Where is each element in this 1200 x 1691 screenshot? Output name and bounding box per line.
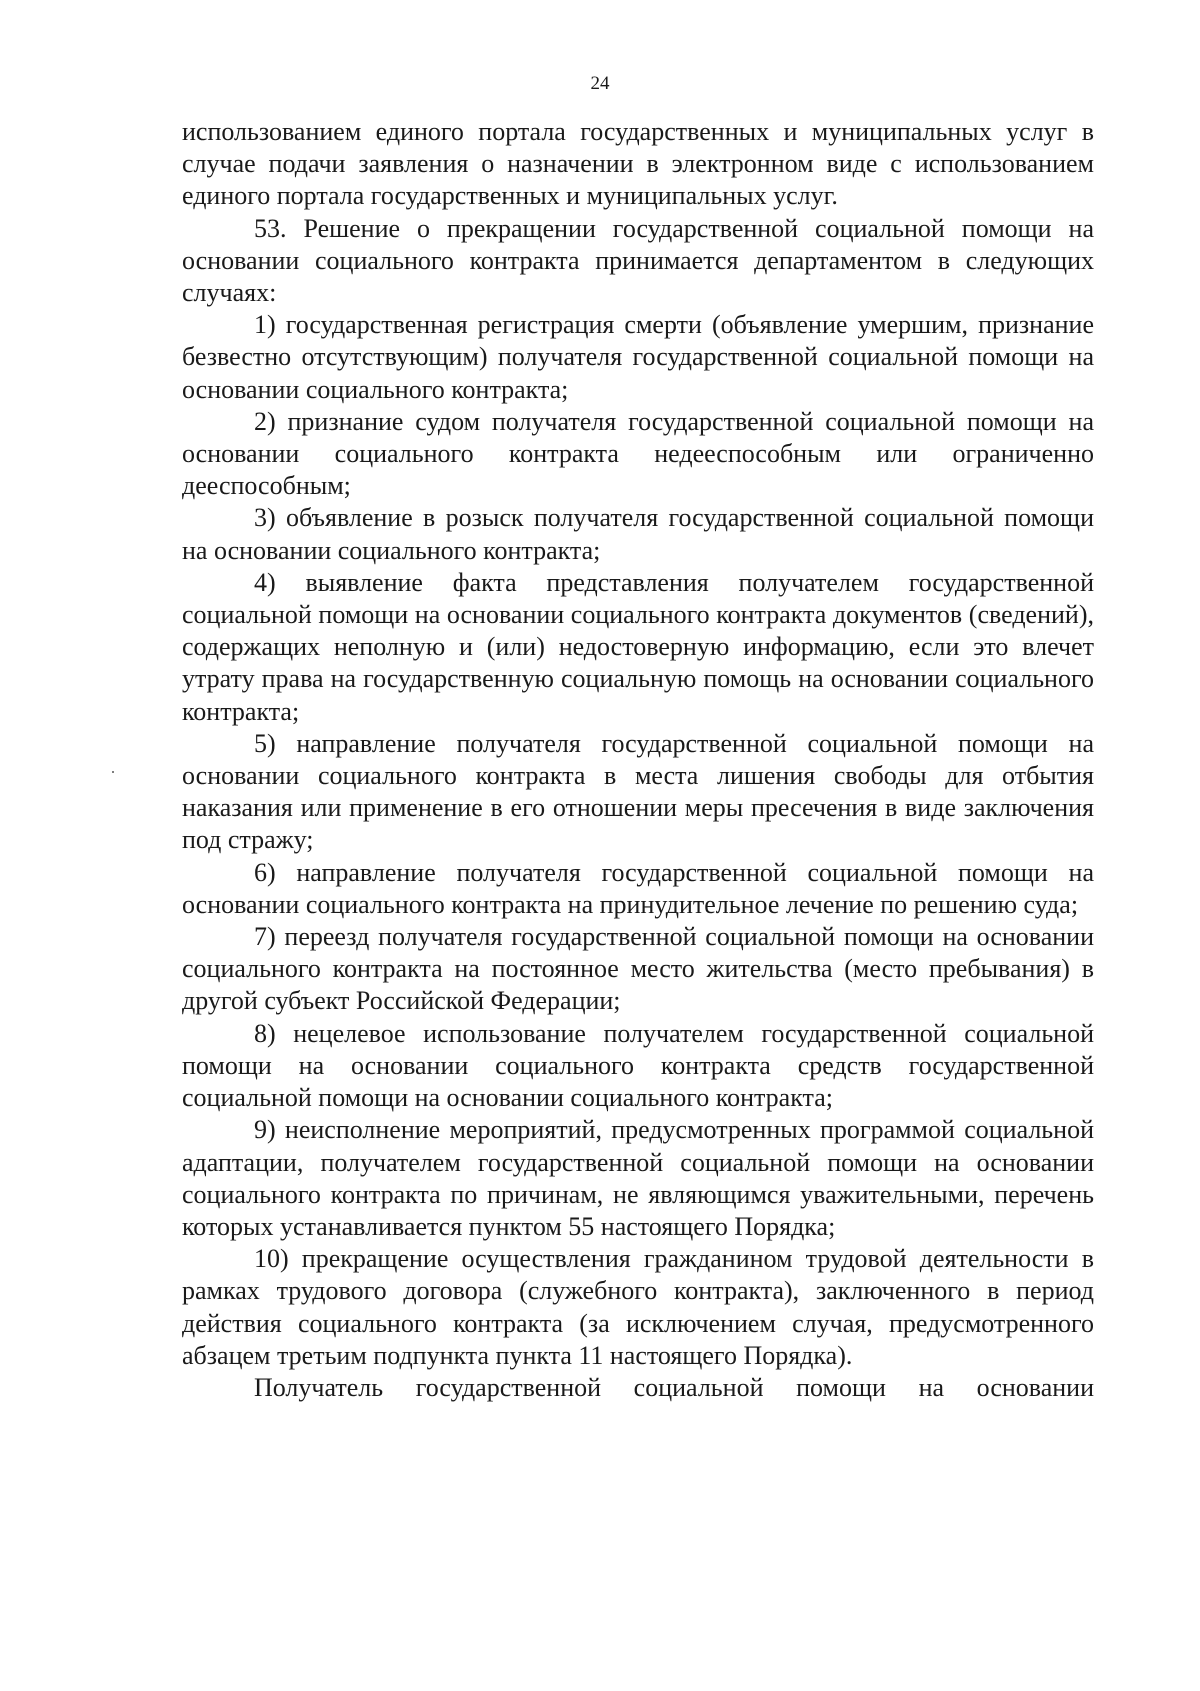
list-item-5: 5) направление получателя государственной социальной помощи на основании социального контракта в места лишения свободы для отбытия наказания или применение в его отношении меры пресечения в виде заключения под стражу; — [182, 728, 1094, 855]
page-number: 24 — [590, 73, 610, 94]
paragraph-continuation: использованием единого портала государственных и муниципальных услуг в случае подачи заявления о назначении в электронном виде с использованием единого портала государственных и муниципальных услуг. — [182, 117, 1094, 211]
list-item-10: 10) прекращение осуществления гражданином трудовой деятельности в рамках трудового договора (служебного контракта), заключенного в период действия социального контракта (за исключением случая, предусмотренного абзацем третьим подпункта пункта 11 настоящего Порядка). — [182, 1244, 1094, 1370]
list-item-8: 8) нецелевое использование получателем государственной социальной помощи на основании социального контракта средств государственной социальной помощи на основании социального контракта; — [182, 1018, 1094, 1113]
list-item-9: 9) неисполнение мероприятий, предусмотренных программой социальной адаптации, получателем государственной социальной помощи на основании социального контракта по причинам, не являющимся уважительными, перечень которых устанавливается пунктом 55 настоящего Порядка; — [182, 1115, 1094, 1241]
list-item-4: 4) выявление факта представления получателем государственной социальной помощи на основании социального контракта документов (сведений), содержащих неполную и (или) недостоверную информацию, если это влечет утрату права на государственную социальную помощь на основании социального контракта; — [182, 567, 1094, 726]
paragraph-recipient: Получатель государственной социальной помощи на основании — [254, 1372, 1094, 1402]
paragraph-clause-53: 53. Решение о прекращении государственной социальной помощи на основании социального контракта принимается департаментом в следующих случаях: — [182, 213, 1094, 308]
document-body — [182, 116, 1094, 1404]
list-item-6: 6) направление получателя государственной социальной помощи на основании социального контракта на принудительное лечение по решению суда; — [182, 857, 1094, 919]
list-item-3: 3) объявление в розыск получателя государственной социальной помощи на основании социального контракта; — [182, 503, 1094, 565]
list-item-1: 1) государственная регистрация смерти (объявление умершим, признание безвестно отсутствующим) получателя государственной социальной помощи на основании социального контракта; — [182, 310, 1094, 404]
list-item-2: 2) признание судом получателя государственной социальной помощи на основании социального контракта недееспособным или ограниченно дееспособным; — [182, 406, 1094, 501]
list-item-7: 7) переезд получателя государственной социальной помощи на основании социального контракта на постоянное место жительства (место пребывания) в другой субъект Российской Федерации; — [182, 922, 1094, 1016]
scan-speck — [112, 771, 114, 773]
